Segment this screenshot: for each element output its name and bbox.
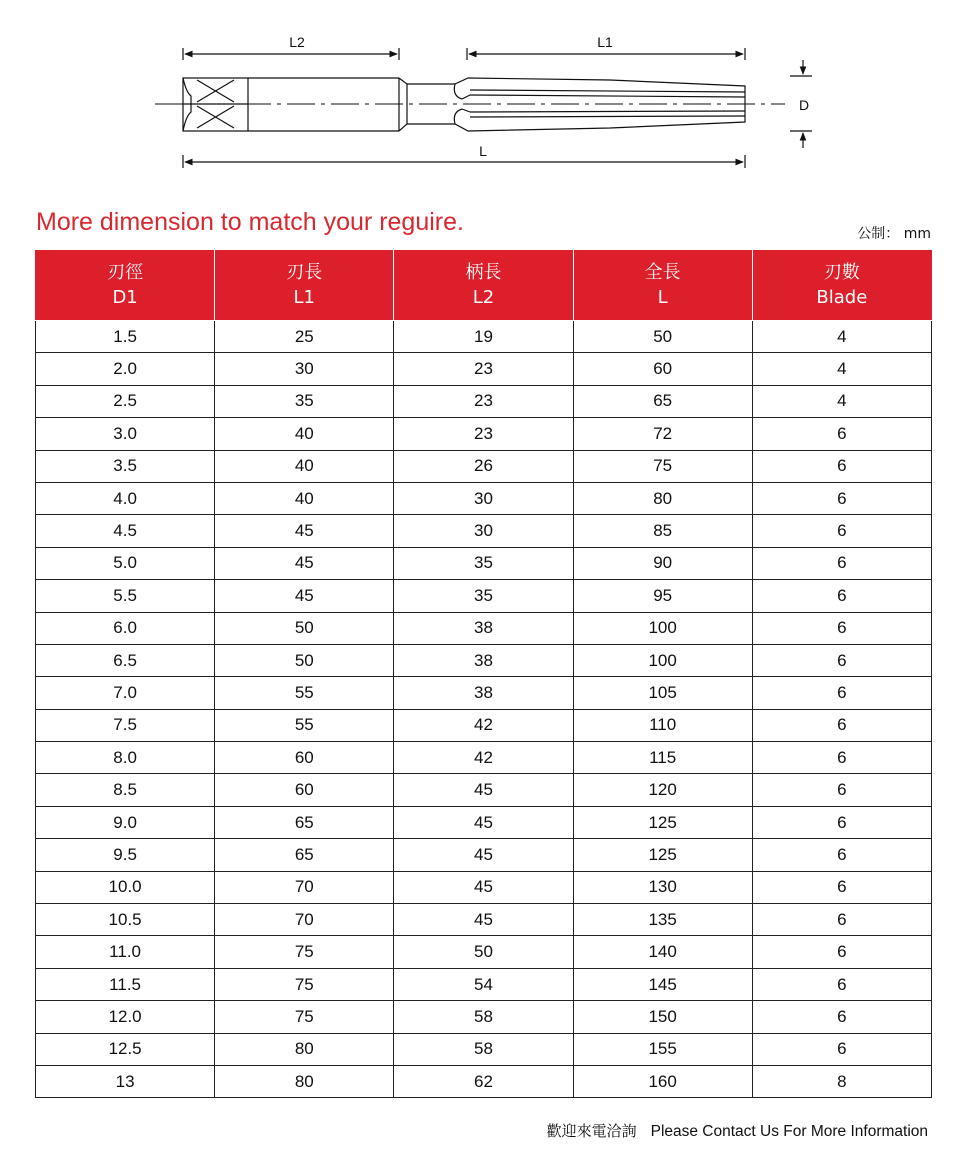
table-cell: 40 — [215, 450, 394, 482]
table-cell: 7.0 — [36, 677, 215, 709]
table-cell: 11.0 — [36, 936, 215, 968]
table-cell: 7.5 — [36, 709, 215, 741]
table-cell: 75 — [215, 936, 394, 968]
table-cell: 23 — [394, 418, 573, 450]
table-cell: 54 — [394, 968, 573, 1000]
table-cell: 125 — [573, 806, 752, 838]
header-en: L2 — [472, 287, 495, 308]
table-cell: 150 — [573, 1001, 752, 1033]
table-row — [36, 774, 932, 806]
table-cell: 60 — [215, 742, 394, 774]
table-cell: 4.0 — [36, 482, 215, 514]
table-cell: 9.0 — [36, 806, 215, 838]
table-cell: 6.0 — [36, 612, 215, 644]
table-cell: 42 — [394, 709, 573, 741]
table-cell: 12.0 — [36, 1001, 215, 1033]
table-cell: 4 — [752, 385, 931, 417]
table-cell: 120 — [573, 774, 752, 806]
table-cell: 42 — [394, 742, 573, 774]
footer-cn: 歡迎來電洽詢 — [546, 1122, 637, 1140]
table-cell: 45 — [394, 871, 573, 903]
label-l1: L1 — [597, 34, 613, 50]
table-cell: 140 — [573, 936, 752, 968]
header-cn: 刃徑 — [107, 262, 144, 283]
table-cell: 80 — [215, 1033, 394, 1065]
header-l1 — [215, 250, 394, 321]
table-cell: 6 — [752, 450, 931, 482]
table-cell: 11.5 — [36, 968, 215, 1000]
table-cell: 60 — [215, 774, 394, 806]
table-cell: 35 — [394, 547, 573, 579]
table-row — [36, 904, 932, 936]
table-cell: 30 — [394, 482, 573, 514]
table-cell: 6 — [752, 515, 931, 547]
table-cell: 45 — [215, 547, 394, 579]
table-cell: 105 — [573, 677, 752, 709]
table-cell: 38 — [394, 644, 573, 676]
table-cell: 50 — [394, 936, 573, 968]
header-cn: 全長 — [644, 262, 681, 283]
table-row — [36, 353, 932, 385]
table-row — [36, 321, 932, 353]
table-cell: 110 — [573, 709, 752, 741]
table-cell: 95 — [573, 580, 752, 612]
header-en: Blade — [816, 287, 868, 308]
header-l2 — [394, 250, 573, 321]
table-cell: 26 — [394, 450, 573, 482]
table-cell: 45 — [394, 904, 573, 936]
table-body — [36, 321, 932, 1098]
header-cn: 柄長 — [465, 262, 502, 283]
table-cell: 70 — [215, 904, 394, 936]
table-cell: 6 — [752, 677, 931, 709]
header-en: D1 — [112, 287, 138, 308]
table-cell: 85 — [573, 515, 752, 547]
table-cell: 6 — [752, 936, 931, 968]
table-cell: 45 — [394, 839, 573, 871]
table-cell: 13 — [36, 1065, 215, 1097]
header-en: L1 — [293, 287, 316, 308]
table-cell: 19 — [394, 321, 573, 353]
table-cell: 65 — [215, 806, 394, 838]
table-cell: 62 — [394, 1065, 573, 1097]
header-en: L — [657, 287, 668, 308]
table-cell: 50 — [573, 321, 752, 353]
table-cell: 6 — [752, 482, 931, 514]
table-cell: 23 — [394, 353, 573, 385]
table-cell: 6 — [752, 968, 931, 1000]
header-l — [573, 250, 752, 321]
table-cell: 75 — [215, 1001, 394, 1033]
contact-footer — [547, 1120, 928, 1141]
table-cell: 6 — [752, 612, 931, 644]
table-row — [36, 385, 932, 417]
table-cell: 10.0 — [36, 871, 215, 903]
table-cell: 9.5 — [36, 839, 215, 871]
table-row — [36, 612, 932, 644]
table-row — [36, 1065, 932, 1097]
table-row — [36, 936, 932, 968]
table-row — [36, 742, 932, 774]
header-cn: 刃數 — [823, 262, 860, 283]
table-row — [36, 644, 932, 676]
table-cell: 45 — [215, 515, 394, 547]
table-cell: 30 — [394, 515, 573, 547]
table-cell: 145 — [573, 968, 752, 1000]
table-row — [36, 547, 932, 579]
label-l2: L2 — [289, 34, 305, 50]
table-cell: 3.0 — [36, 418, 215, 450]
table-cell: 8 — [752, 1065, 931, 1097]
table-cell: 25 — [215, 321, 394, 353]
table-row — [36, 482, 932, 514]
table-cell: 155 — [573, 1033, 752, 1065]
table-cell: 75 — [573, 450, 752, 482]
table-cell: 100 — [573, 644, 752, 676]
table-cell: 45 — [394, 774, 573, 806]
table-cell: 58 — [394, 1001, 573, 1033]
table-cell: 35 — [394, 580, 573, 612]
table-cell: 8.0 — [36, 742, 215, 774]
table-row — [36, 839, 932, 871]
table-cell: 6 — [752, 547, 931, 579]
table-cell: 125 — [573, 839, 752, 871]
spec-table — [35, 250, 932, 1098]
table-row — [36, 450, 932, 482]
table-cell: 65 — [215, 839, 394, 871]
table-cell: 6 — [752, 418, 931, 450]
table-row — [36, 1001, 932, 1033]
table-cell: 38 — [394, 677, 573, 709]
table-cell: 4.5 — [36, 515, 215, 547]
table-cell: 135 — [573, 904, 752, 936]
label-d: D — [798, 97, 810, 113]
table-row — [36, 968, 932, 1000]
table-cell: 6.5 — [36, 644, 215, 676]
table-cell: 80 — [215, 1065, 394, 1097]
footer-en: Please Contact Us For More Information — [650, 1123, 928, 1140]
table-cell: 1.5 — [36, 321, 215, 353]
table-cell: 8.5 — [36, 774, 215, 806]
table-cell: 6 — [752, 774, 931, 806]
table-cell: 90 — [573, 547, 752, 579]
table-cell: 50 — [215, 612, 394, 644]
table-row — [36, 709, 932, 741]
table-cell: 4 — [752, 321, 931, 353]
table-row — [36, 806, 932, 838]
table-cell: 5.0 — [36, 547, 215, 579]
table-cell: 5.5 — [36, 580, 215, 612]
header-cn: 刃長 — [286, 262, 323, 283]
table-cell: 40 — [215, 482, 394, 514]
table-row — [36, 418, 932, 450]
table-cell: 72 — [573, 418, 752, 450]
table-cell: 45 — [215, 580, 394, 612]
table-cell: 70 — [215, 871, 394, 903]
table-cell: 6 — [752, 1033, 931, 1065]
table-cell: 45 — [394, 806, 573, 838]
reamer-dimension-diagram — [0, 0, 954, 190]
table-cell: 100 — [573, 612, 752, 644]
table-cell: 55 — [215, 677, 394, 709]
table-cell: 4 — [752, 353, 931, 385]
table-row — [36, 871, 932, 903]
table-cell: 6 — [752, 580, 931, 612]
table-cell: 6 — [752, 904, 931, 936]
table-cell: 80 — [573, 482, 752, 514]
table-cell: 30 — [215, 353, 394, 385]
table-header-row — [36, 250, 932, 321]
label-l: L — [479, 143, 487, 159]
table-row — [36, 1033, 932, 1065]
table-cell: 130 — [573, 871, 752, 903]
table-row — [36, 580, 932, 612]
table-cell: 3.5 — [36, 450, 215, 482]
table-cell: 6 — [752, 742, 931, 774]
table-cell: 75 — [215, 968, 394, 1000]
table-cell: 23 — [394, 385, 573, 417]
table-cell: 55 — [215, 709, 394, 741]
table-cell: 40 — [215, 418, 394, 450]
table-cell: 58 — [394, 1033, 573, 1065]
header-blade — [752, 250, 931, 321]
table-cell: 12.5 — [36, 1033, 215, 1065]
table-cell: 6 — [752, 709, 931, 741]
table-cell: 6 — [752, 839, 931, 871]
table-cell: 60 — [573, 353, 752, 385]
table-cell: 2.0 — [36, 353, 215, 385]
section-subtitle: More dimension to match your reguire. — [36, 208, 464, 236]
table-row — [36, 515, 932, 547]
table-row — [36, 677, 932, 709]
table-cell: 6 — [752, 644, 931, 676]
table-cell: 160 — [573, 1065, 752, 1097]
table-cell: 2.5 — [36, 385, 215, 417]
table-cell: 35 — [215, 385, 394, 417]
table-cell: 38 — [394, 612, 573, 644]
unit-label: 公制： mm — [857, 226, 931, 242]
table-cell: 6 — [752, 1001, 931, 1033]
table-cell: 6 — [752, 806, 931, 838]
table-cell: 50 — [215, 644, 394, 676]
table-cell: 10.5 — [36, 904, 215, 936]
header-d1 — [36, 250, 215, 321]
table-cell: 65 — [573, 385, 752, 417]
table-cell: 115 — [573, 742, 752, 774]
table-cell: 6 — [752, 871, 931, 903]
